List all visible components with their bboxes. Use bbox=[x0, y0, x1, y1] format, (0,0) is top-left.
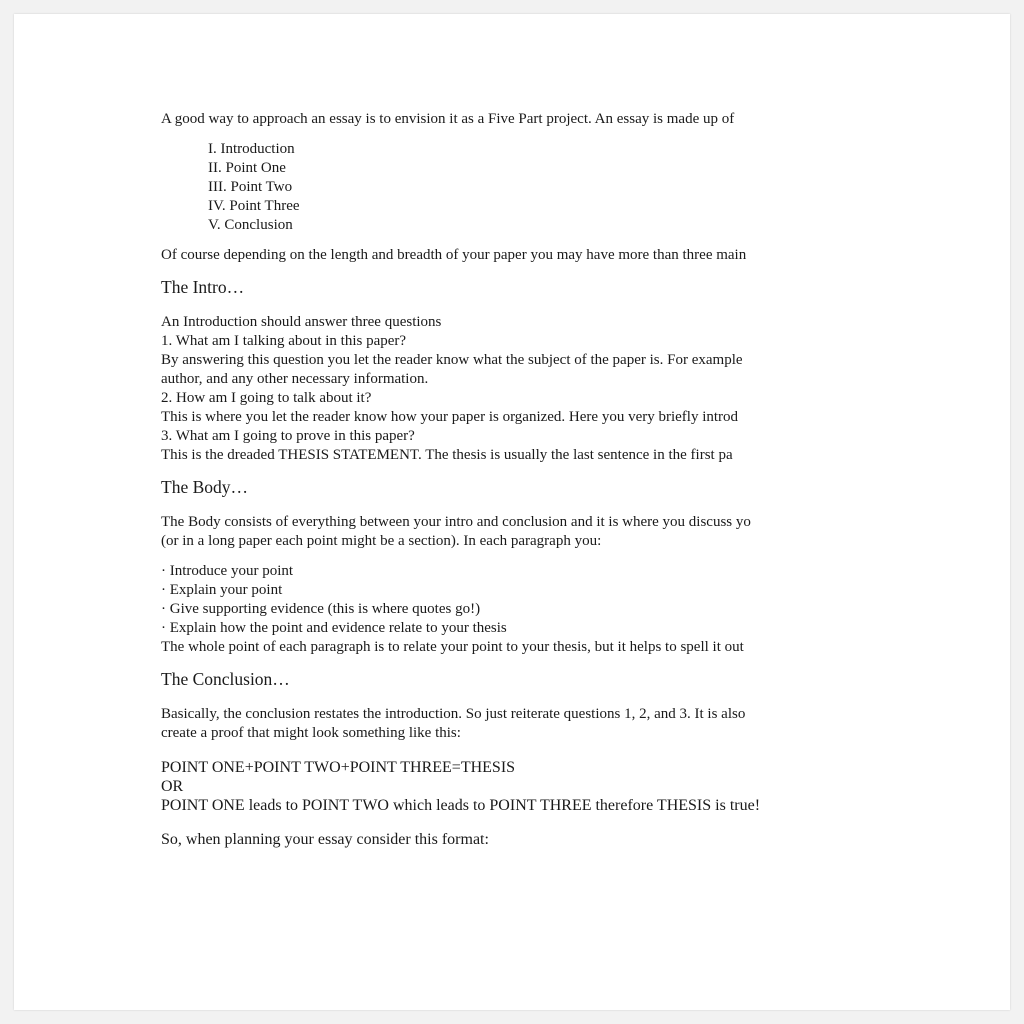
list-item: I. Introduction bbox=[208, 141, 295, 157]
text-line: Basically, the conclusion restates the introduction. So just reiterate questions 1, 2, and 3. It is also bbox=[161, 706, 746, 722]
intro-heading: The Intro… bbox=[161, 277, 245, 297]
text-line: The whole point of each paragraph is to relate your point to your thesis, but it helps to spell it out bbox=[161, 639, 744, 655]
conclusion-section-body bbox=[161, 705, 894, 849]
text-line: (or in a long paper each point might be a section). In each paragraph you: bbox=[161, 533, 602, 549]
conclusion-heading: The Conclusion… bbox=[161, 669, 290, 689]
final-line: So, when planning your essay consider this format: bbox=[161, 831, 489, 848]
text-line: create a proof that might look something like this: bbox=[161, 725, 461, 741]
bullet-item: · Introduce your point bbox=[161, 563, 294, 579]
list-item: II. Point One bbox=[208, 160, 286, 176]
list-item: III. Point Two bbox=[208, 179, 293, 195]
text-line: The Body consists of everything between your intro and conclusion and it is where you discuss yo bbox=[161, 514, 751, 530]
intro-section-body bbox=[161, 313, 894, 465]
proof-line: POINT ONE leads to POINT TWO which leads to POINT THREE therefore THESIS is true! bbox=[161, 797, 761, 814]
text-line: 1. What am I talking about in this paper? bbox=[161, 333, 407, 349]
body-section-body bbox=[161, 513, 894, 657]
bullet-item: · Explain how the point and evidence relate to your thesis bbox=[161, 620, 507, 636]
body-heading: The Body… bbox=[161, 477, 249, 497]
text-line: 3. What am I going to prove in this paper? bbox=[161, 428, 415, 444]
bullet-item: · Give supporting evidence (this is where quotes go!) bbox=[161, 601, 481, 617]
text-line: This is the dreaded THESIS STATEMENT. The thesis is usually the last sentence in the first pa bbox=[161, 447, 733, 463]
list-item: IV. Point Three bbox=[208, 198, 300, 214]
bullet-item: · Explain your point bbox=[161, 582, 283, 598]
document-content bbox=[161, 110, 894, 970]
list-item: V. Conclusion bbox=[208, 217, 293, 233]
course-paragraph: Of course depending on the length and breadth of your paper you may have more than three main bbox=[161, 247, 747, 263]
text-line: 2. How am I going to talk about it? bbox=[161, 390, 372, 406]
proof-line: POINT ONE+POINT TWO+POINT THREE=THESIS bbox=[161, 759, 516, 776]
document-page bbox=[14, 14, 1010, 1010]
text-line: An Introduction should answer three questions bbox=[161, 314, 442, 330]
text-line: author, and any other necessary information. bbox=[161, 371, 429, 387]
intro-paragraph: A good way to approach an essay is to envision it as a Five Part project. An essay is made up of bbox=[161, 111, 735, 127]
text-line: By answering this question you let the reader know what the subject of the paper is. For example bbox=[161, 352, 743, 368]
proof-line: OR bbox=[161, 778, 184, 795]
five-part-list bbox=[161, 140, 894, 235]
text-line: This is where you let the reader know how your paper is organized. Here you very briefly introd bbox=[161, 409, 739, 425]
